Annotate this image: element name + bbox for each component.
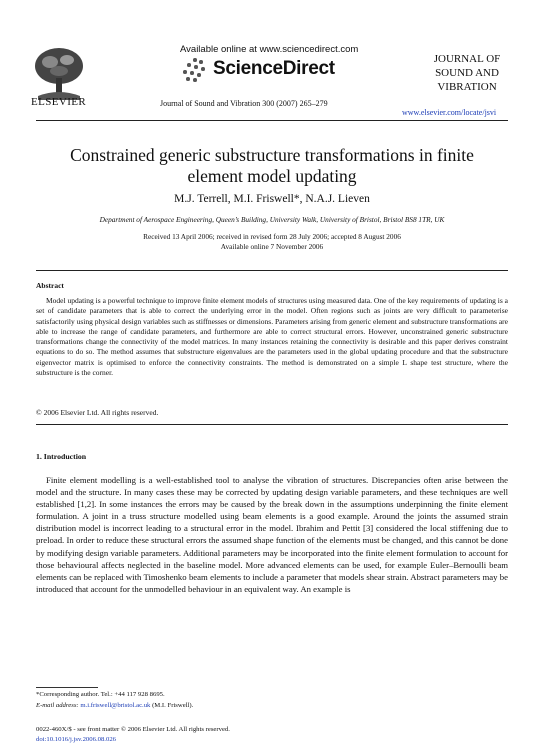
- front-matter-notice: 0022-460X/$ - see front matter © 2006 Elsevier Ltd. All rights reserved.: [36, 726, 230, 733]
- author-list: M.J. Terrell, M.I. Friswell*, N.A.J. Lieven: [174, 193, 370, 205]
- abstract-top-divider: [36, 270, 508, 271]
- email-footnote: [36, 702, 193, 709]
- journal-title-line: VIBRATION: [437, 81, 497, 93]
- received-dates: Received 13 April 2006; received in revised form 28 July 2006; accepted 8 August 2006: [143, 232, 401, 241]
- affiliation: Department of Aerospace Engineering, Queen’s Building, University Walk, University of Bristol, Bristol BS8 1TR, UK: [99, 215, 445, 224]
- sciencedirect-logo-icon: [183, 58, 211, 82]
- footnote-divider: [36, 687, 98, 688]
- abstract-heading: Abstract: [36, 281, 64, 290]
- section-body: [36, 474, 508, 595]
- abstract-bottom-divider: [36, 424, 508, 425]
- available-online-date: Available online 7 November 2006: [220, 242, 324, 251]
- email-label: E-mail address:: [36, 702, 79, 709]
- journal-title: [412, 52, 522, 94]
- doi-link[interactable]: doi:10.1016/j.jsv.2006.08.026: [36, 736, 117, 743]
- header-divider: [36, 120, 508, 121]
- journal-title-line: SOUND AND: [435, 67, 499, 79]
- journal-url-link[interactable]: www.elsevier.com/locate/jsvi: [402, 108, 497, 117]
- abstract-copyright: © 2006 Elsevier Ltd. All rights reserved.: [36, 408, 159, 417]
- section-heading: 1. Introduction: [36, 452, 87, 461]
- article-history: [40, 232, 504, 252]
- journal-title-line: JOURNAL OF: [433, 53, 501, 65]
- corresponding-author-footnote: *Corresponding author. Tel.: +44 117 928 8695.: [36, 691, 165, 698]
- available-online-text: Available online at www.sciencedirect.com: [180, 44, 359, 55]
- article-title-line: element model updating: [187, 166, 357, 186]
- article-title: [40, 145, 504, 187]
- journal-citation: Journal of Sound and Vibration 300 (2007) 265–279: [160, 99, 328, 108]
- article-title-line: Constrained generic substructure transformations in finite: [70, 145, 474, 165]
- sciencedirect-brand: ScienceDirect: [213, 58, 335, 79]
- abstract-paragraph: Model updating is a powerful technique to improve finite element models of structures using measured data. One of the key requirements of updating is a set of candidate parameters that is able to correct the underlying error in the model. Often regions such as joints are very difficult to parameterise satisfactorily using physical design variables such as stiffnesses or dimensions. Parameters arising from generic element and substructure transformations are able to increase the range of candidate parameters, and furthermore are able to correct structural errors. However, unconstrained generic substructure transformations change the connectivity of the model matrices. In many instances retaining the connectivity is desirable and this paper derives constraint equations to do so. The method assumes that substructure eigenvalues are the parameters used in the global updating procedure and that the substructure eigenvector matrix is optimised to enforce the connectivity constraints. The method is demonstrated on a simple L shape test structure, where the substructure is the corner.: [36, 296, 508, 378]
- email-owner: (M.I. Friswell).: [152, 702, 194, 709]
- email-link[interactable]: m.i.friswell@bristol.ac.uk: [80, 702, 151, 709]
- body-paragraph: Finite element modelling is a well-established tool to analyse the vibration of structures. Discrepancies often arise between the model and the structure. In many cases these may be corrected by updating design variable parameters, and these techniques are well established [1,2]. In some instances the errors may be caused by the break down in the assumptions underpinning the finite element formulation. A joint in a truss structure modelled using beam elements is a good example. Around the joints the assumed strain distribution model is incorrect leading to a structural error in the model. Ibrahim and Pettit [3] considered the local stiffening due to preload. In order to reduce these structural errors the assumed shape function of the elements must be changed, and this cannot be done by modifying design variable parameters. Additional parameters may be incorporated into the finite element formulation to account for those behavioural affects neglected in the baseline model. More advanced elements can be used, for example Euler–Bernoulli beam elements can be replaced with Timoshenko beam elements to include a parameter that models shear strain. Abstract parameters may be introduced that account for the unmodelled behaviour in an equivalent way. An example is: [36, 475, 508, 594]
- publisher-name: ELSEVIER: [31, 96, 87, 108]
- abstract-body: [36, 296, 508, 378]
- elsevier-tree-logo-icon: [30, 44, 88, 100]
